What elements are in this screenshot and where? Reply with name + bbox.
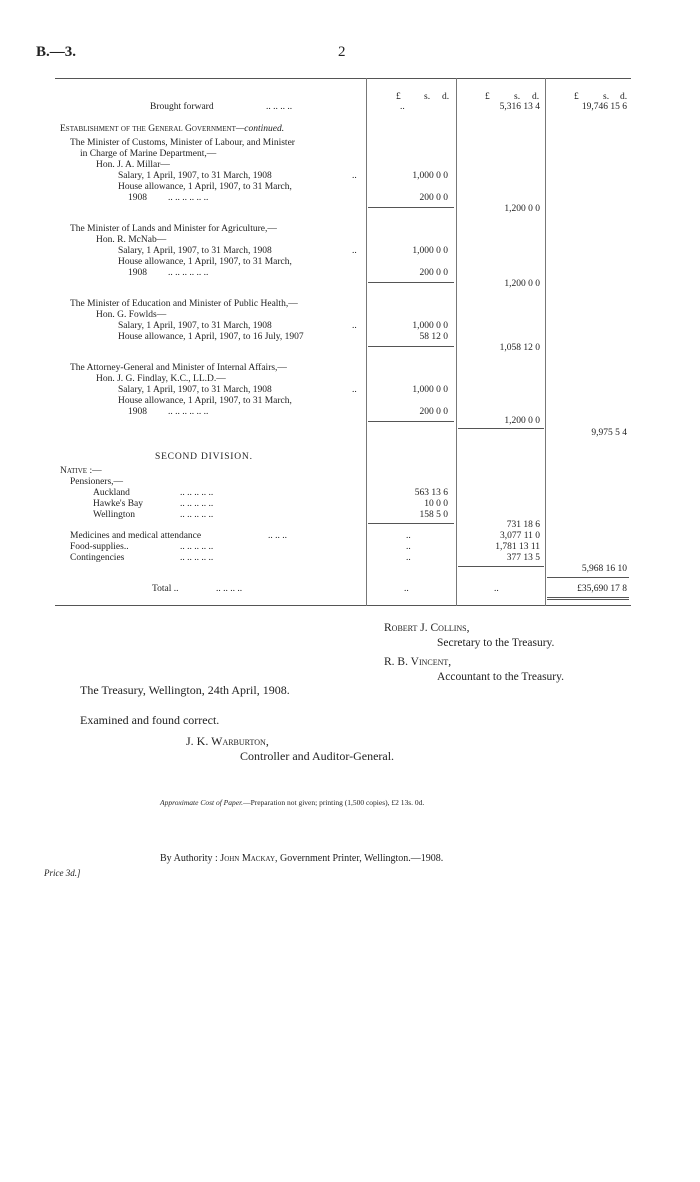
leader-dots: .. <box>352 246 357 256</box>
leader-dots: .. .. .. .. .. <box>180 510 214 520</box>
salary-amount: 1,000 0 0 <box>412 246 448 256</box>
house-allowance-label: House allowance, 1 April, 1907, to 16 July, 1907 <box>118 332 304 342</box>
leader-dots: .. .. .. .. .. .. <box>168 268 209 278</box>
leader-dots: .. .. .. .. .. <box>180 553 214 563</box>
subtotal-rule <box>368 523 454 524</box>
salary-amount: 1,000 0 0 <box>412 171 448 181</box>
printer-name: John Mackay, <box>220 853 278 864</box>
col1-dots: .. <box>404 584 409 594</box>
minister-title-line: The Minister of Education and Minister of Public Health,— <box>70 299 298 309</box>
leader-dots: .. .. .. .. <box>216 584 243 594</box>
house-allowance-year: 1908 <box>128 193 147 203</box>
total-label: Total .. <box>152 584 179 594</box>
salary-amount: 1,000 0 0 <box>412 321 448 331</box>
signatory-name: Robert J. Collins, <box>384 622 470 634</box>
leader-dots: .. <box>352 385 357 395</box>
pensions-total: 731 18 6 <box>506 520 540 530</box>
house-allowance-amount: 58 12 0 <box>419 332 448 342</box>
minister-title-line: The Minister of Customs, Minister of Labour, and Minister <box>70 138 295 148</box>
expense-label: Medicines and medical attendance <box>70 531 202 541</box>
minister-name: Hon. J. A. Millar— <box>96 160 170 170</box>
expense-amount: 1,781 13 11 <box>495 542 540 552</box>
leader-dots: .. .. .. .. .. .. <box>168 407 209 417</box>
auditor-name: J. K. Warburton, <box>186 734 269 748</box>
house-allowance-amount: 200 0 0 <box>419 407 448 417</box>
examined-note: Examined and found correct. <box>80 713 220 727</box>
col1-dots: .. <box>406 553 411 563</box>
house-allowance-label: House allowance, 1 April, 1907, to 31 March, <box>118 182 292 192</box>
pension-place: Auckland <box>93 488 130 498</box>
subtotal-rule <box>368 207 454 208</box>
expense-label: Contingencies <box>70 553 125 563</box>
house-allowance-label: House allowance, 1 April, 1907, to 31 March, <box>118 396 292 406</box>
pence-header: d. <box>442 92 450 102</box>
minister-title-line: in Charge of Marine Department,— <box>80 149 217 159</box>
place-and-date: The Treasury, Wellington, 24th April, 1908. <box>80 683 290 697</box>
col1-dots: .. <box>406 542 411 552</box>
shillings-header: s. <box>424 92 431 102</box>
minister-subtotal: 1,200 0 0 <box>504 416 540 426</box>
expense-amount: 377 13 5 <box>506 553 540 563</box>
pounds-header: £ <box>396 92 401 102</box>
pension-amount: 10 0 0 <box>424 499 448 509</box>
minister-name: Hon. G. Fowlds— <box>96 310 167 320</box>
house-allowance-year: 1908 <box>128 407 147 417</box>
pence-header: d. <box>620 92 628 102</box>
price: Price 3d.] <box>44 868 81 878</box>
house-allowance-amount: 200 0 0 <box>419 268 448 278</box>
leader-dots: .. <box>352 171 357 181</box>
grand-total-double-rule <box>547 597 629 598</box>
salary-label: Salary, 1 April, 1907, to 31 March, 1908 <box>118 321 272 331</box>
house-allowance-amount: 200 0 0 <box>419 193 448 203</box>
total-rule <box>458 566 544 567</box>
subtotal-rule <box>368 421 454 422</box>
minister-name: Hon. R. McNab— <box>96 235 167 245</box>
pounds-header: £ <box>485 92 490 102</box>
auditor-title: Controller and Auditor-General. <box>240 749 395 763</box>
pension-place: Hawke's Bay <box>93 499 143 509</box>
shillings-header: s. <box>603 92 610 102</box>
printer-authority <box>160 853 443 864</box>
column-divider-3 <box>545 78 546 606</box>
minister-subtotal: 1,200 0 0 <box>504 279 540 289</box>
leader-dots: .. .. .. .. .. <box>180 542 214 552</box>
division-total: 5,968 16 10 <box>581 564 627 574</box>
approximate-cost-text: —Preparation not given; printing (1,500 copies), £2 13s. 0d. <box>243 798 425 807</box>
section-title <box>60 124 284 135</box>
minister-name: Hon. J. G. Findlay, K.C., LL.D.— <box>96 374 226 384</box>
pension-amount: 563 13 6 <box>414 488 448 498</box>
house-allowance-year: 1908 <box>128 268 147 278</box>
leader-dots: .. .. .. .. <box>266 102 293 112</box>
expense-amount: 3,077 11 0 <box>499 531 540 541</box>
minister-subtotal: 1,200 0 0 <box>504 204 540 214</box>
subtotal-rule <box>368 346 454 347</box>
col2-dots: .. <box>494 584 499 594</box>
expense-label: Food-supplies.. <box>70 542 129 552</box>
minister-title-line: The Attorney-General and Minister of Internal Affairs,— <box>70 363 287 373</box>
salary-label: Salary, 1 April, 1907, to 31 March, 1908 <box>118 246 272 256</box>
minister-subtotal: 1,058 12 0 <box>499 343 540 353</box>
section-title-suffix: —continued. <box>235 124 285 134</box>
brought-forward-col2: 5,316 13 4 <box>499 102 540 112</box>
leader-dots: .. .. .. .. .. <box>180 488 214 498</box>
establishment-total: 9,975 5 4 <box>591 428 627 438</box>
approximate-cost-label: Approximate Cost of Paper. <box>160 798 244 807</box>
house-allowance-label: House allowance, 1 April, 1907, to 31 March, <box>118 257 292 267</box>
signatory-title: Secretary to the Treasury. <box>437 637 555 649</box>
salary-label: Salary, 1 April, 1907, to 31 March, 1908 <box>118 385 272 395</box>
leader-dots: .. .. .. .. .. <box>180 499 214 509</box>
second-division-title: SECOND DIVISION. <box>155 452 253 462</box>
subtotal-rule <box>368 282 454 283</box>
native-label: Native :— <box>60 466 102 476</box>
brought-forward-label: Brought forward <box>150 102 214 112</box>
pension-place: Wellington <box>93 510 135 520</box>
col1-dots: .. <box>406 531 411 541</box>
pounds-header: £ <box>574 92 579 102</box>
pension-amount: 158 5 0 <box>419 510 448 520</box>
page-number: 2 <box>338 44 346 60</box>
col1-dots: .. <box>400 102 405 112</box>
grand-total-rule <box>547 577 629 578</box>
grand-total-double-rule <box>547 599 629 600</box>
section-title-main: Establishment of the General Government <box>60 124 236 134</box>
leader-dots: .. <box>352 321 357 331</box>
shillings-header: s. <box>514 92 521 102</box>
salary-label: Salary, 1 April, 1907, to 31 March, 1908 <box>118 171 272 181</box>
pensioners-label: Pensioners,— <box>70 477 124 487</box>
pence-header: d. <box>532 92 540 102</box>
brought-forward-col3: 19,746 15 6 <box>581 102 627 112</box>
document-reference: B.—3. <box>36 44 77 60</box>
minister-title-line: The Minister of Lands and Minister for Agriculture,— <box>70 224 277 234</box>
signatory-name: R. B. Vincent, <box>384 656 452 668</box>
leader-dots: .. .. .. <box>268 531 287 541</box>
approximate-cost-note <box>160 798 424 807</box>
leader-dots: .. .. .. .. .. .. <box>168 193 209 203</box>
authority-prefix: By Authority : <box>160 853 218 864</box>
signatory-title: Accountant to the Treasury. <box>437 671 565 683</box>
authority-suffix: Government Printer, Wellington.—1908. <box>280 853 444 864</box>
grand-total-amount: £35,690 17 8 <box>577 584 627 594</box>
salary-amount: 1,000 0 0 <box>412 385 448 395</box>
total-rule <box>458 428 544 429</box>
